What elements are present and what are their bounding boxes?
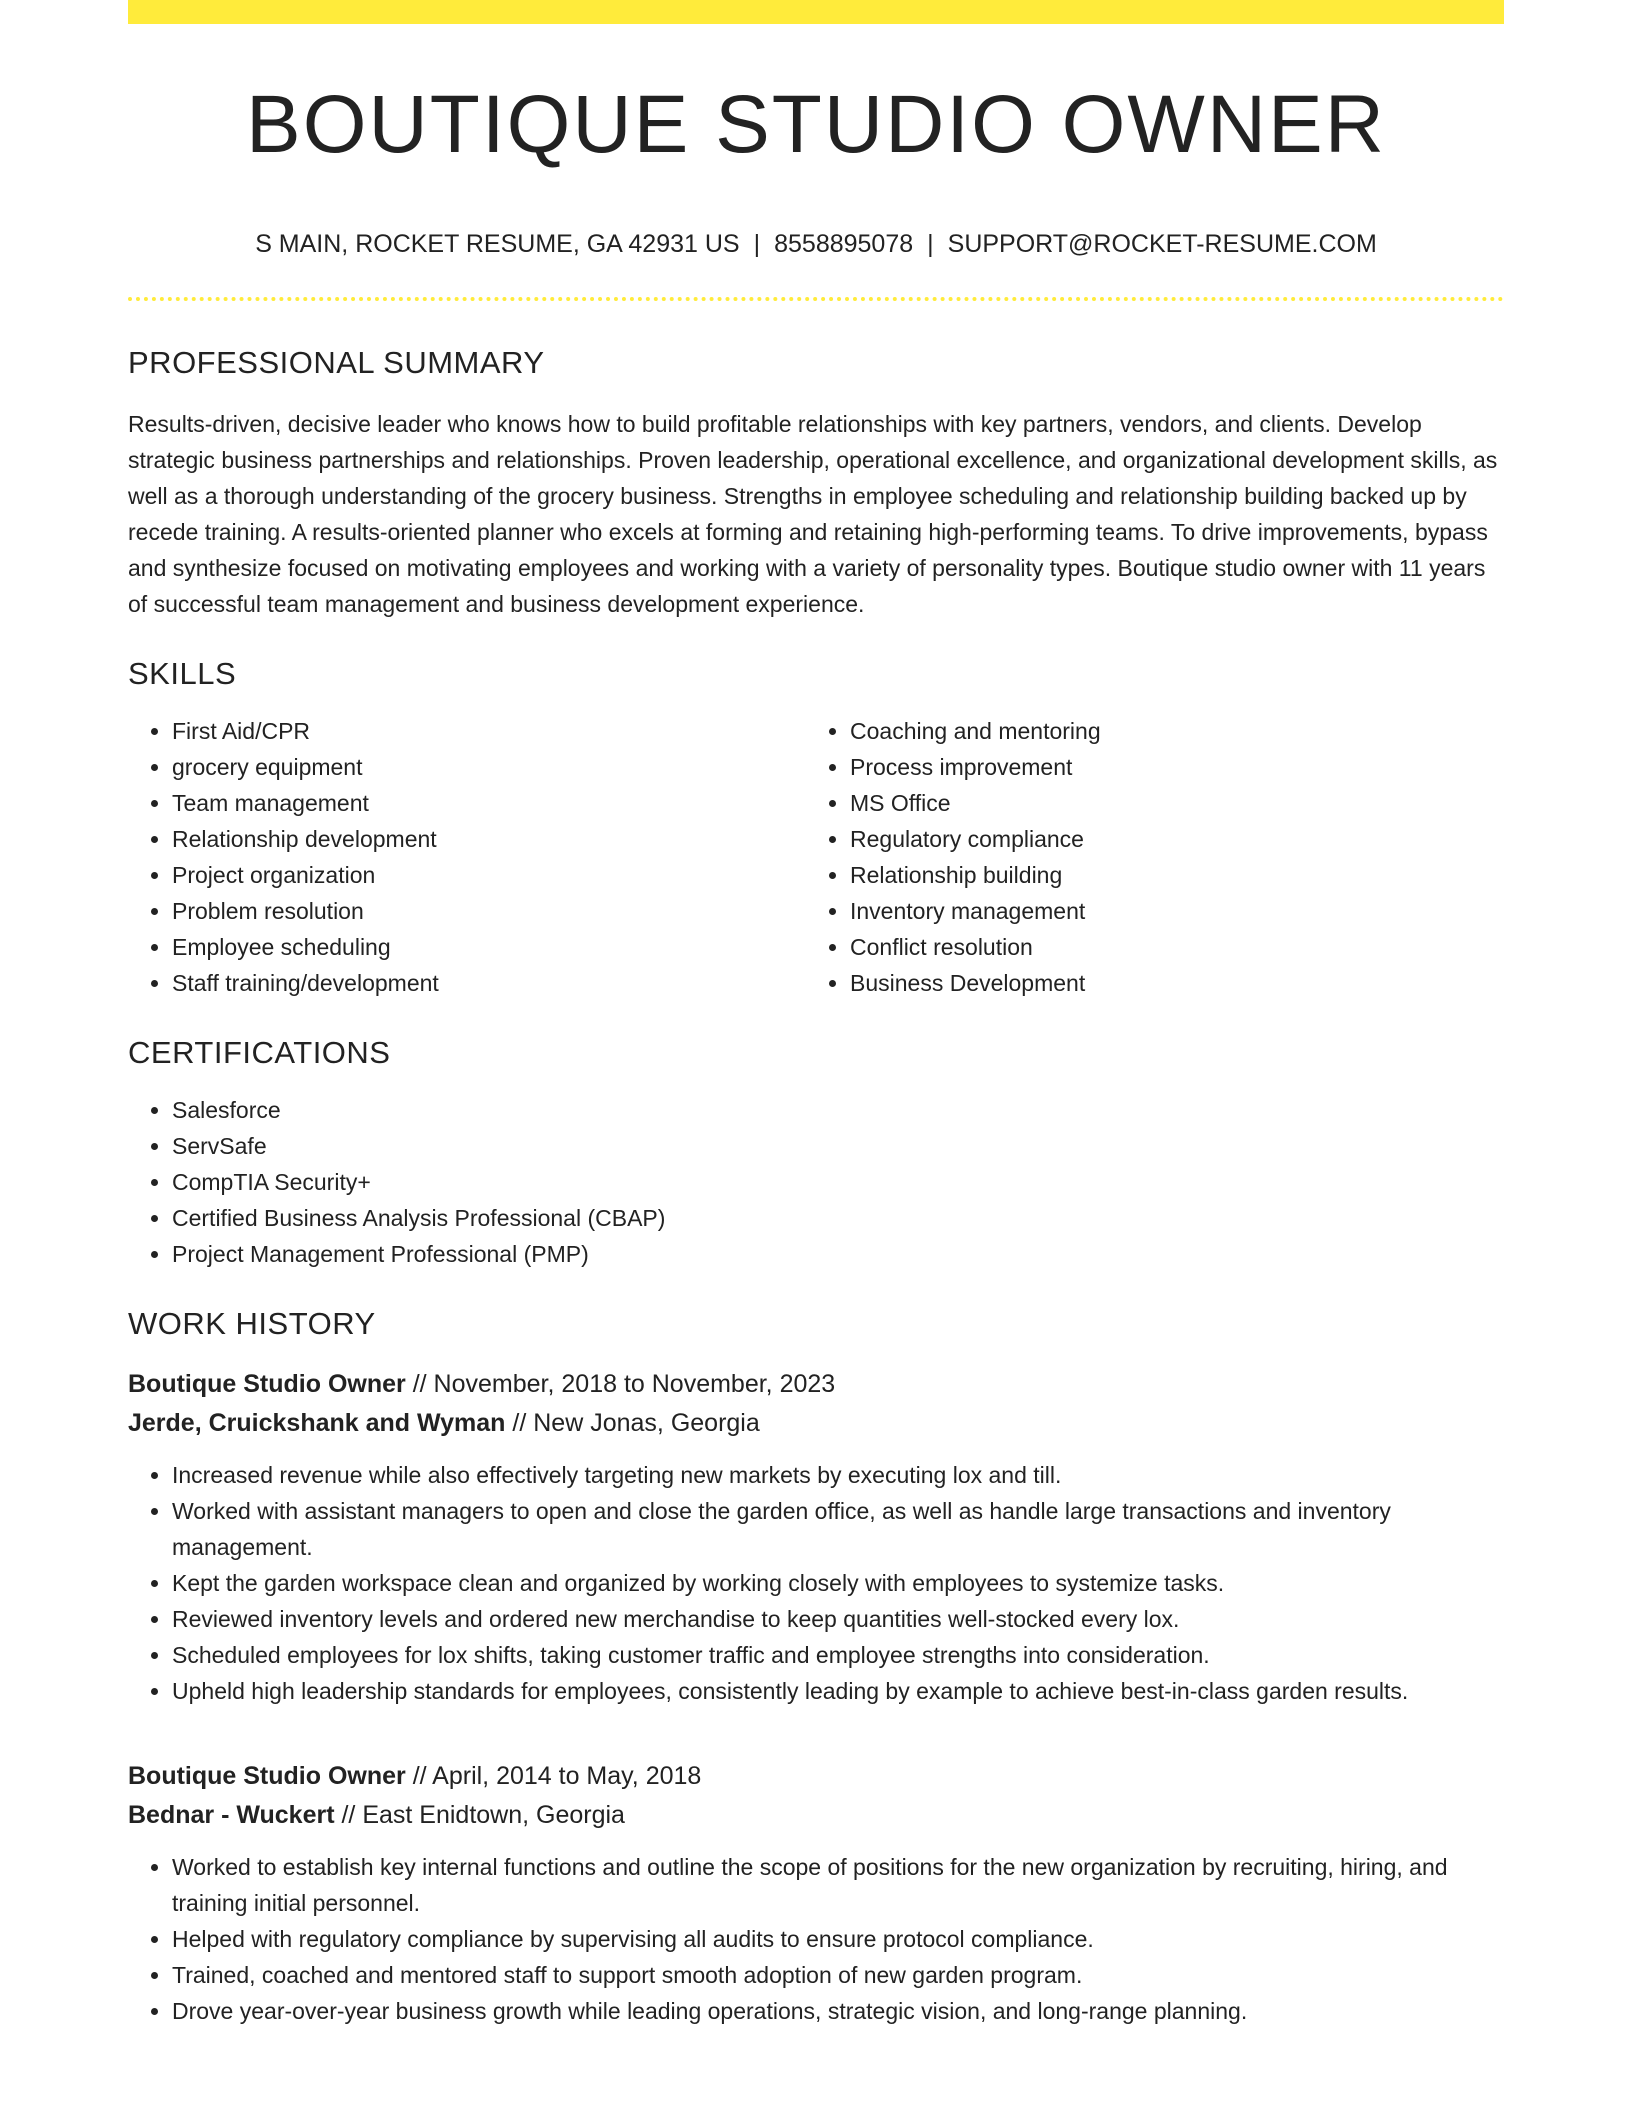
job-entry (128, 1757, 1504, 2029)
skill-item: • Inventory management (850, 893, 1484, 929)
job-dates: // April, 2014 to May, 2018 (405, 1762, 702, 1790)
job-entry (128, 1365, 1504, 1709)
summary-heading: PROFESSIONAL SUMMARY (128, 345, 545, 380)
certification-item: • Salesforce (172, 1092, 1504, 1128)
skill-item: • First Aid/CPR (172, 713, 806, 749)
job-bullet: • Worked to establish key internal functions and outline the scope of positions for the new organization by recruiting, hiring, and training initial personnel. (172, 1849, 1504, 1921)
certifications-list (128, 1092, 1504, 1272)
contact-line (128, 232, 1504, 257)
skill-item: • MS Office (850, 785, 1484, 821)
job-bullet: • Increased revenue while also effectively targeting new markets by executing lox and till. (172, 1457, 1504, 1493)
skill-item: • Relationship development (172, 821, 806, 857)
resume-page (128, 0, 1504, 2029)
skills-columns (128, 713, 1504, 1001)
job-bullet: • Reviewed inventory levels and ordered new merchandise to keep quantities well-stocked every lox. (172, 1601, 1504, 1637)
job-bullet: • Drove year-over-year business growth while leading operations, strategic vision, and long-range planning. (172, 1993, 1504, 2029)
summary-text: Results-driven, decisive leader who knows how to build profitable relationships with key partners, vendors, and clients. Develop strategic business partnerships and relationships. Proven leadership, operational excellence, and organizational development skills, as well as a thorough understanding of the grocery business. Strengths in employee scheduling and relationship building backed up by recede training. A results-oriented planner who excels at forming and retaining high-performing teams. To drive improvements, bypass and synthesize focused on motivating employees and working with a variety of personality types. Boutique studio owner with 11 years of successful team management and business development experience. (128, 411, 1498, 617)
certification-item: • CompTIA Security+ (172, 1164, 1504, 1200)
contact-phone: 8558895078 (774, 230, 914, 258)
job-location: // New Jonas, Georgia (505, 1409, 760, 1437)
certifications-heading: CERTIFICATIONS (128, 1035, 391, 1070)
contact-separator: | (753, 230, 761, 258)
dotted-divider (128, 297, 1504, 301)
job-bullet: • Scheduled employees for lox shifts, taking customer traffic and employee strengths into consideration. (172, 1637, 1504, 1673)
job-role: Boutique Studio Owner (128, 1762, 406, 1790)
job-company: Jerde, Cruickshank and Wyman (128, 1409, 506, 1437)
skill-item: • Employee scheduling (172, 929, 806, 965)
job-bullet: • Trained, coached and mentored staff to support smooth adoption of new garden program. (172, 1957, 1504, 1993)
job-bullets (128, 1849, 1504, 2029)
work-history-heading: WORK HISTORY (128, 1306, 376, 1341)
accent-top-bar (128, 0, 1504, 24)
skill-item: • Business Development (850, 965, 1484, 1001)
job-bullet: • Worked with assistant managers to open and close the garden office, as well as handle large transactions and inventory management. (172, 1493, 1504, 1565)
skill-item: • grocery equipment (172, 749, 806, 785)
certification-item: • Project Management Professional (PMP) (172, 1236, 1504, 1272)
certification-item: • Certified Business Analysis Professional (CBAP) (172, 1200, 1504, 1236)
skill-item: • Process improvement (850, 749, 1484, 785)
contact-email: SUPPORT@ROCKET-RESUME.COM (947, 230, 1377, 258)
job-dates: // November, 2018 to November, 2023 (405, 1370, 836, 1398)
skill-item: • Team management (172, 785, 806, 821)
job-role: Boutique Studio Owner (128, 1370, 406, 1398)
skills-column-left (128, 713, 806, 1001)
job-bullets (128, 1457, 1504, 1709)
work-history-list (128, 1365, 1504, 2029)
candidate-title: BOUTIQUE STUDIO OWNER (246, 79, 1386, 170)
job-company-line (128, 1796, 1504, 1835)
skill-item: • Project organization (172, 857, 806, 893)
skills-column-right (806, 713, 1484, 1001)
skill-item: • Conflict resolution (850, 929, 1484, 965)
job-bullet: • Helped with regulatory compliance by supervising all audits to ensure protocol compliance. (172, 1921, 1504, 1957)
skills-heading: SKILLS (128, 656, 237, 691)
skills-list-right (806, 713, 1484, 1001)
job-role-line (128, 1365, 1504, 1404)
skill-item: • Problem resolution (172, 893, 806, 929)
skills-list-left (128, 713, 806, 1001)
job-bullet: • Kept the garden workspace clean and organized by working closely with employees to systemize tasks. (172, 1565, 1504, 1601)
skill-item: • Relationship building (850, 857, 1484, 893)
contact-address: S MAIN, ROCKET RESUME, GA 42931 US (255, 230, 740, 258)
certification-item: • ServSafe (172, 1128, 1504, 1164)
job-bullet: • Upheld high leadership standards for employees, consistently leading by example to achieve best-in-class garden results. (172, 1673, 1504, 1709)
skill-item: • Staff training/development (172, 965, 806, 1001)
job-location: // East Enidtown, Georgia (334, 1801, 625, 1829)
job-company-line (128, 1404, 1504, 1443)
job-company: Bednar - Wuckert (128, 1801, 335, 1829)
contact-separator: | (927, 230, 934, 258)
job-role-line (128, 1757, 1504, 1796)
skill-item: • Regulatory compliance (850, 821, 1484, 857)
skill-item: • Coaching and mentoring (850, 713, 1484, 749)
